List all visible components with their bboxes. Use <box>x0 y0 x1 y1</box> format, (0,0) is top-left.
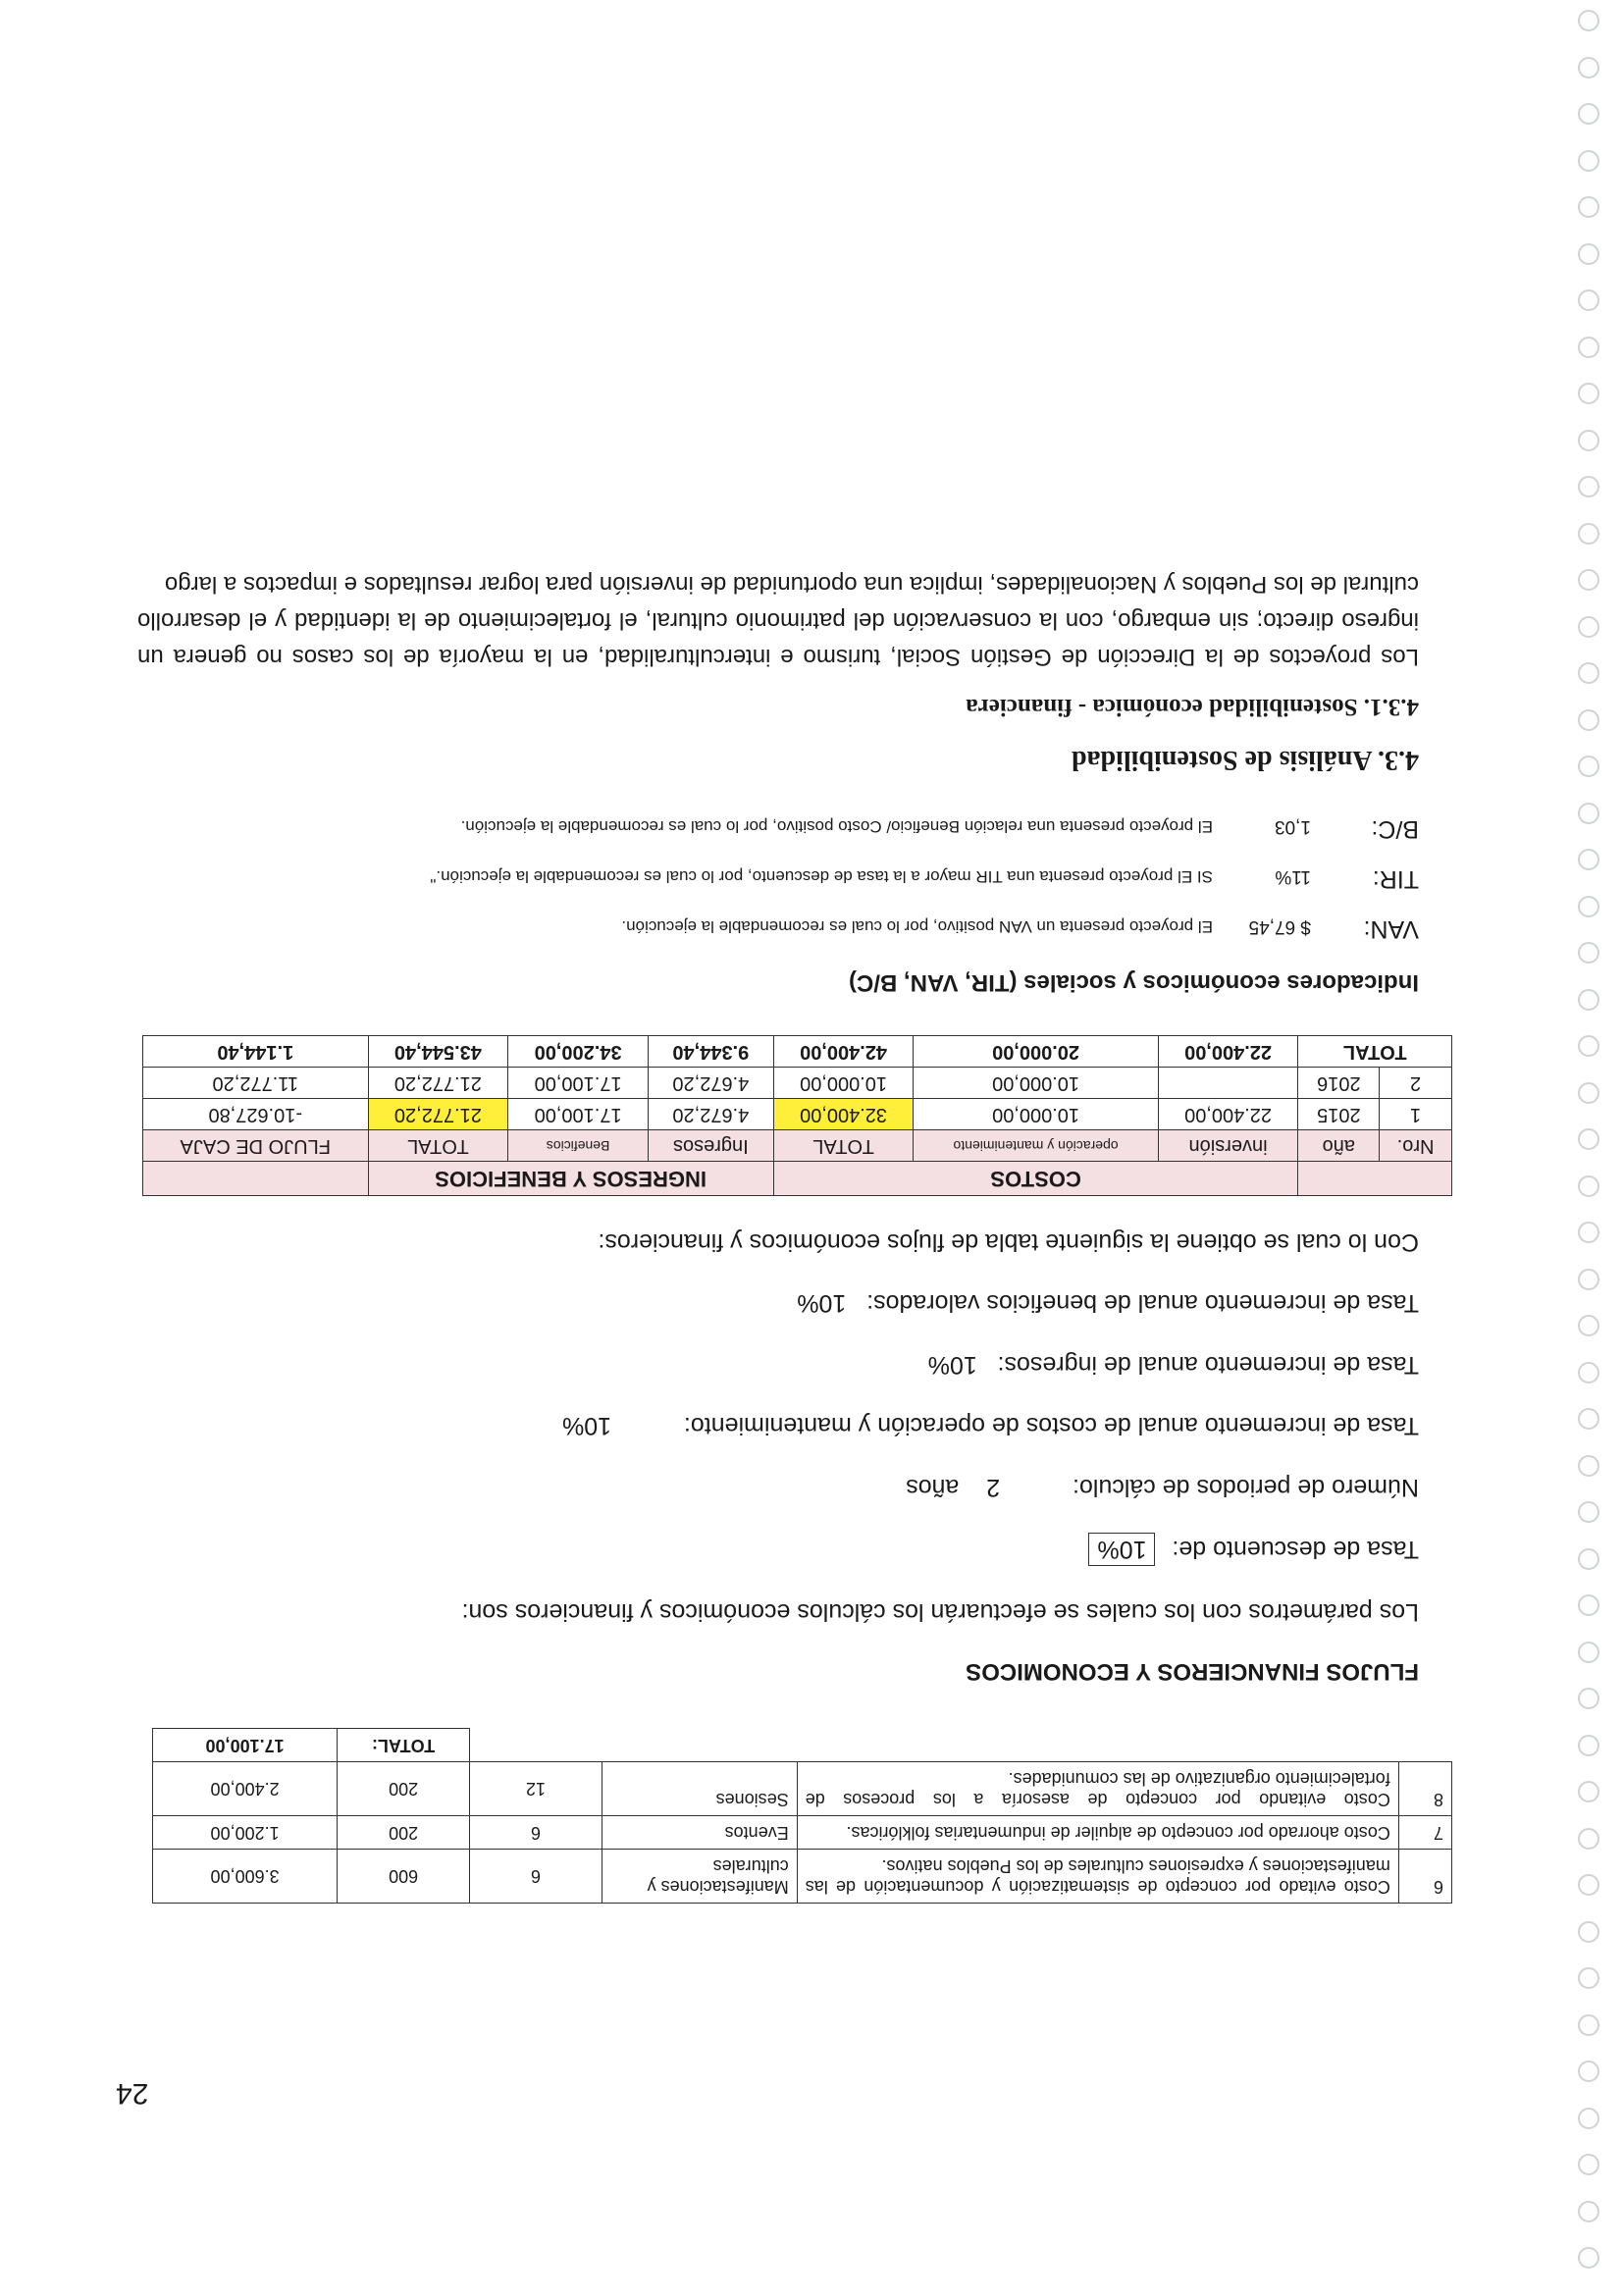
benefits-total-row <box>153 1729 1452 1762</box>
tir-value: 11% <box>1275 866 1311 888</box>
page-content <box>137 566 1452 2257</box>
param-descuento-label: Tasa de descuento de: <box>1172 1536 1419 1564</box>
blank-cell <box>470 1729 1452 1762</box>
param-ingresos <box>137 1349 1419 1382</box>
total-total2: 43.544,40 <box>368 1036 508 1068</box>
indicators-title: Indicadores económicos y sociales (TIR, VAN, B/C) <box>848 969 1419 997</box>
bc-label: B/C: <box>1371 815 1419 844</box>
cell-total-highlighted: 32.400,00 <box>773 1099 914 1130</box>
cashflow-row <box>143 1099 1452 1130</box>
param-periodos-unit: años <box>906 1474 960 1501</box>
cashflow-total-row <box>143 1036 1452 1068</box>
benefits-table <box>152 1728 1452 1904</box>
cashflow-header-row <box>143 1130 1452 1162</box>
cell-inversion <box>1158 1068 1298 1099</box>
section-4-3-heading: 4.3. Análisis de Sostenibilidad <box>1071 745 1419 776</box>
benefit-cell-desc: Costo ahorrado por concepto de alquiler de indumentarias folklóricas. <box>797 1816 1398 1850</box>
cashflow-table <box>142 1036 1452 1197</box>
cashflow-row <box>143 1068 1452 1099</box>
header-operacion: operación y mantenimiento <box>914 1130 1158 1162</box>
tir-text: SI El proyecto presenta una TIR mayor a la tasa de descuento, por lo cual es recomendable la ejecución." <box>430 867 1213 887</box>
benefit-row <box>153 1850 1452 1904</box>
header-flujo: FLUJO DE CAJA <box>143 1130 369 1162</box>
benefit-cell-price: 600 <box>338 1850 470 1904</box>
benefit-row <box>153 1762 1452 1816</box>
header-total: TOTAL <box>773 1130 914 1162</box>
params-intro: Los parámetros con los cuales se efectuarán los cálculos económicos y financieros son: <box>461 1598 1419 1626</box>
benefit-cell-price: 200 <box>338 1762 470 1816</box>
header-beneficios: Beneficios <box>508 1130 649 1162</box>
cashflow-group-row <box>143 1162 1452 1196</box>
param-periodos-value: 2 <box>986 1474 1001 1501</box>
cell-flujo: 11.772,20 <box>143 1068 369 1099</box>
benefit-cell-qty: 6 <box>470 1850 602 1904</box>
benefit-cell-desc: Costo evitado por concepto de sistematización y documentación de las manifestaciones y expresiones culturales de los Pueblos nativos. <box>797 1850 1398 1904</box>
benefit-cell-num: 7 <box>1398 1816 1451 1850</box>
cell-anio: 2015 <box>1298 1099 1380 1130</box>
cell-anio: 2016 <box>1298 1068 1380 1099</box>
group-costos: COSTOS <box>773 1162 1298 1196</box>
section-4-3-1-heading: 4.3.1. Sostenibilidad económica - financiera <box>966 694 1419 721</box>
param-beneficios-label: Tasa de incremento anual de beneficios valorados: <box>866 1289 1419 1318</box>
benefit-row <box>153 1816 1452 1850</box>
benefit-cell-total: 2.400,00 <box>153 1762 338 1816</box>
benefit-cell-unit: Eventos <box>602 1816 798 1850</box>
total-beneficios: 34.200,00 <box>508 1036 649 1068</box>
cell-beneficios: 17.100,00 <box>508 1068 649 1099</box>
indicator-tir <box>137 865 1419 894</box>
cell-total2-highlighted: 21.772,20 <box>368 1099 508 1130</box>
benefit-cell-total: 3.600,00 <box>153 1850 338 1904</box>
total-ingresos: 9.344,40 <box>648 1036 773 1068</box>
total-label: TOTAL <box>1298 1036 1452 1068</box>
cell-flujo: -10.627,80 <box>143 1099 369 1130</box>
cell-total: 10.000,00 <box>773 1068 914 1099</box>
van-text: El proyecto presenta un VAN positivo, por lo cual es recomendable la ejecución. <box>621 917 1213 937</box>
flujos-heading: FLUJOS FINANCIEROS Y ECONOMICOS <box>966 1658 1419 1685</box>
header-anio: año <box>1298 1130 1380 1162</box>
blank-cell <box>143 1162 369 1196</box>
total-total: 42.400,00 <box>773 1036 914 1068</box>
page-number: 24 <box>116 2077 149 2110</box>
blank-cell <box>1298 1162 1452 1196</box>
indicator-van <box>137 915 1419 944</box>
header-total2: TOTAL <box>368 1130 508 1162</box>
benefit-cell-unit: Sesiones <box>602 1762 798 1816</box>
van-label: VAN: <box>1363 915 1419 944</box>
param-ingresos-label: Tasa de incremento anual de ingresos: <box>997 1351 1419 1379</box>
benefits-total-value: 17.100,00 <box>153 1729 338 1762</box>
benefit-cell-unit: Manifestaciones y culturales <box>602 1850 798 1904</box>
param-ingresos-value: 10% <box>927 1351 977 1379</box>
benefit-cell-qty: 6 <box>470 1816 602 1850</box>
cell-operacion: 10.000,00 <box>914 1068 1158 1099</box>
benefit-cell-price: 200 <box>338 1816 470 1850</box>
benefit-cell-qty: 12 <box>470 1762 602 1816</box>
param-descuento <box>137 1533 1419 1567</box>
tir-label: TIR: <box>1372 865 1419 894</box>
header-ingresos: Ingresos <box>648 1130 773 1162</box>
group-ingresos: INGRESOS Y BENEFICIOS <box>368 1162 773 1196</box>
benefits-total-label: TOTAL: <box>338 1729 470 1762</box>
total-flujo: 1.144,40 <box>143 1036 369 1068</box>
cell-beneficios: 17.100,00 <box>508 1099 649 1130</box>
param-beneficios-value: 10% <box>797 1289 847 1318</box>
total-inversion: 22.400,00 <box>1158 1036 1298 1068</box>
benefit-cell-num: 6 <box>1398 1850 1451 1904</box>
benefit-cell-total: 1.200,00 <box>153 1816 338 1850</box>
cell-operacion: 10.000,00 <box>914 1099 1158 1130</box>
van-value: $ 67,45 <box>1248 916 1311 938</box>
table-intro: Con lo cual se obtiene la siguiente tabla de flujos económicos y financieros: <box>598 1228 1419 1256</box>
param-costos <box>137 1410 1419 1442</box>
indicator-bc <box>137 815 1419 844</box>
benefits-table-body <box>153 1762 1452 1904</box>
header-inversion: inversión <box>1158 1130 1298 1162</box>
param-periodos-label: Número de periodos de cálculo: <box>1073 1474 1419 1501</box>
bc-text: El proyecto presenta una relación Beneficio/ Costo positivo, por lo cual es recomendable la ejecución. <box>460 817 1213 837</box>
cell-nro: 1 <box>1380 1099 1452 1130</box>
param-costos-value: 10% <box>561 1412 612 1440</box>
cell-inversion: 22.400,00 <box>1158 1099 1298 1130</box>
benefit-cell-desc: Costo evitando por concepto de asesoría a los procesos de fortalecimiento organizativo de las comunidades. <box>797 1762 1398 1816</box>
param-costos-label: Tasa de incremento anual de costos de operación y mantenimiento: <box>683 1412 1419 1440</box>
bc-value: 1,03 <box>1275 816 1311 838</box>
body-paragraph: Los proyectos de la Dirección de Gestión Social, turismo e interculturalidad, en la mayoría de los casos no genera un ingreso directo; sin embargo, con la conservación del patrimonio cultural, el fortalecimiento de la identidad y el desarrollo cultural de los Pueblos y Nacionalidades, implica una oportunidad de inversión para lograr resultados e impactos a largo <box>137 571 1419 671</box>
header-nro: Nro. <box>1380 1130 1452 1162</box>
total-operacion: 20.000,00 <box>914 1036 1158 1068</box>
cell-total2: 21.772,20 <box>368 1068 508 1099</box>
cell-ingresos: 4.672,20 <box>648 1068 773 1099</box>
cell-nro: 2 <box>1380 1068 1452 1099</box>
param-beneficios <box>137 1287 1419 1320</box>
param-descuento-value: 10% <box>1088 1533 1155 1567</box>
benefit-cell-num: 8 <box>1398 1762 1451 1816</box>
cell-ingresos: 4.672,20 <box>648 1099 773 1130</box>
param-periodos <box>137 1472 1419 1504</box>
